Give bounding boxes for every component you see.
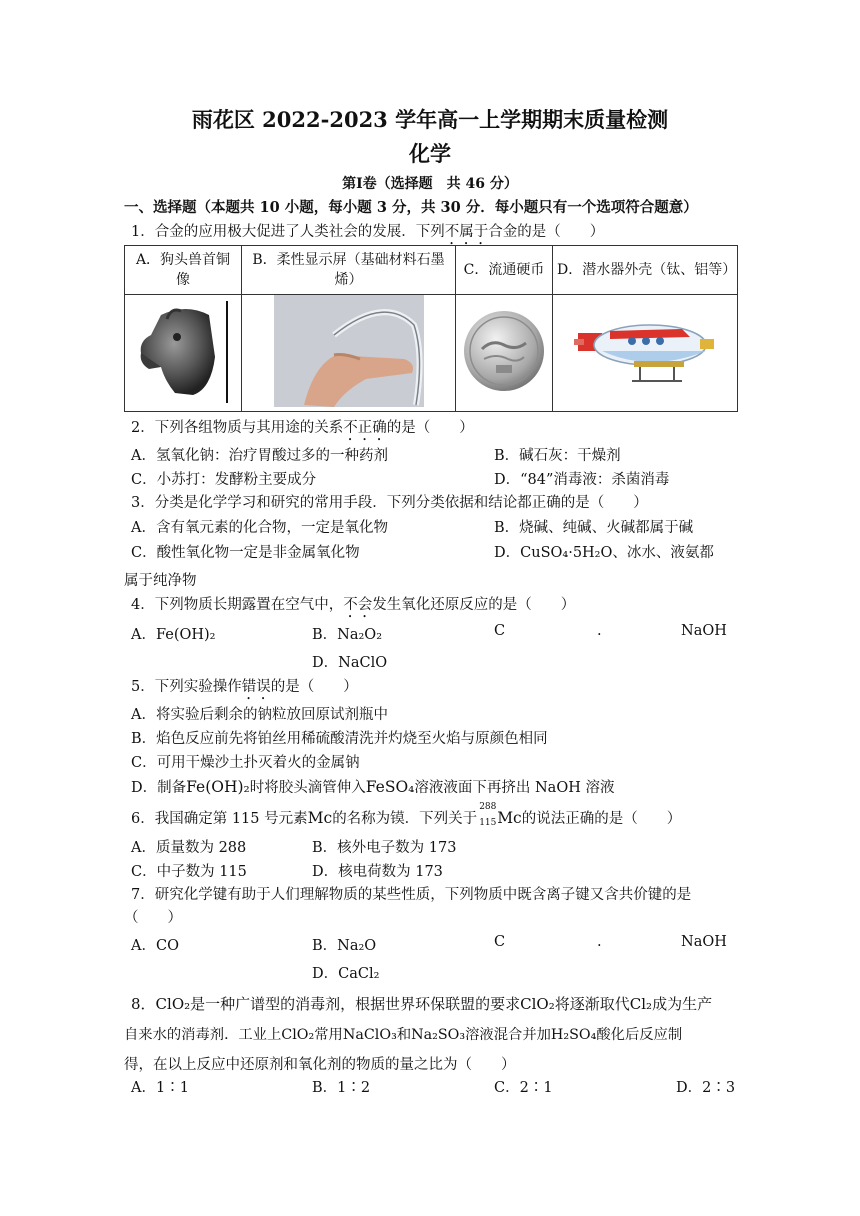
q4-option-c-letter: C xyxy=(494,623,506,639)
q8-option-d: D．2∶3 xyxy=(676,1080,736,1096)
q7-option-c-letter: C xyxy=(494,934,506,950)
q6-option-d: D．核电荷数为 173 xyxy=(312,864,443,880)
q1-image-coin xyxy=(456,295,553,412)
q3-option-a: A．含有氧元素的化合物，一定是氧化物 xyxy=(131,520,388,536)
q1-cell-a: A．狗头兽首铜像 xyxy=(125,246,242,295)
q8-line-2: 自来水的消毒剂．工业上ClO₂常用NaClO₃和Na₂SO₃溶液混合并加H₂SO₄酸化后反应制 xyxy=(124,1027,683,1043)
q1-cell-b: B．柔性显示屏（基础材料石墨烯） xyxy=(242,246,456,295)
q1-cell-c: C．流通硬币 xyxy=(456,246,553,295)
q1-table xyxy=(124,245,738,412)
q3-stem: 3．分类是化学学习和研究的常用手段．下列分类依据和结论都正确的是（ ） xyxy=(131,495,648,511)
q2-stem: 2．下列各组物质与其用途的关系不正确的是（ ） xyxy=(131,420,474,436)
q4-emphasis: 不会 xyxy=(343,597,373,613)
formula: CuSO₄·5H₂O xyxy=(520,545,613,561)
q8-option-c: C．2∶1 xyxy=(494,1080,553,1096)
q3-option-d-continued: 属于纯净物 xyxy=(124,573,197,589)
q2-option-c: C．小苏打：发酵粉主要成分 xyxy=(131,472,317,488)
nuclide-notation: 288 115 xyxy=(479,802,497,828)
q8-line-3: 得，在以上反应中还原剂和氧化剂的物质的量之比为（ ） xyxy=(124,1057,516,1073)
q2-option-b: B．碱石灰：干燥剂 xyxy=(494,448,621,464)
q5-option-a: A．将实验后剩余的钠粒放回原试剂瓶中 xyxy=(131,707,388,723)
q1-image-dog-head xyxy=(125,295,242,412)
q4-option-d: D．NaClO xyxy=(312,655,388,671)
bronze-dog-head-image xyxy=(131,297,235,405)
q6-stem: 6．我国确定第 115 号元素Mc的名称为镆．下列关于 288 115 Mc的说法正确的是（ ） xyxy=(131,802,682,828)
q2-emphasis: 不正确 xyxy=(343,420,387,436)
q6-option-b: B．核外电子数为 173 xyxy=(312,840,457,856)
q8-option-b: B．1∶2 xyxy=(312,1080,371,1096)
q1-image-submersible xyxy=(553,295,738,412)
q5-option-c: C．可用干燥沙土扑灭着火的金属钠 xyxy=(131,755,360,771)
q1-emphasis: 不属于 xyxy=(444,224,489,240)
q5-emphasis: 错误 xyxy=(241,679,271,695)
q4-stem: 4．下列物质长期露置在空气中，不会发生氧化还原反应的是（ ） xyxy=(131,597,576,613)
q1-stem: 1．合金的应用极大促进了人类社会的发展．下列不属于合金的是（ ） xyxy=(131,224,605,240)
subject-title: 化学 xyxy=(409,141,451,166)
q2-option-a: A．氢氧化钠：治疗胃酸过多的一种药剂 xyxy=(131,448,388,464)
q7-stem-continued: （ ） xyxy=(124,910,182,926)
q7-option-c-formula: NaOH xyxy=(681,934,727,950)
q3-option-c: C．酸性氧化物一定是非金属氧化物 xyxy=(131,545,360,561)
q1-image-flexible-display xyxy=(242,295,456,412)
q4-option-a: A．Fe(OH)₂ xyxy=(131,627,216,643)
exam-title: 雨花区 2022-2023 学年高一上学期期末质量检测 xyxy=(191,107,669,132)
q1-cell-d: D．潜水器外壳（钛、铝等） xyxy=(553,246,738,295)
q2-option-d: D．“84”消毒液：杀菌消毒 xyxy=(494,472,670,488)
q4-option-b: B．Na₂O₂ xyxy=(312,627,383,643)
section-heading: 一、选择题（本题共 10 小题，每小题 3 分，共 30 分．每小题只有一个选项符合题意） xyxy=(124,199,698,216)
part-heading: 第Ⅰ卷（选择题 共 46 分） xyxy=(342,176,518,192)
q7-option-b: B．Na₂O xyxy=(312,938,377,954)
q7-option-a: A．CO xyxy=(131,938,179,954)
q3-option-d: D．CuSO₄·5H₂O、冰水、液氨都 xyxy=(494,545,714,561)
flexible-screen-image xyxy=(274,295,424,407)
submersible-image xyxy=(570,311,720,391)
q7-option-c-dot: . xyxy=(597,934,602,950)
q8-option-a: A．1∶1 xyxy=(131,1080,189,1096)
q6-option-a: A．质量数为 288 xyxy=(131,840,247,856)
q3-option-b: B．烧碱、纯碱、火碱都属于碱 xyxy=(494,520,694,536)
q8-line-1: 8．ClO₂是一种广谱型的消毒剂，根据世界环保联盟的要求ClO₂将逐渐取代Cl₂成为生产 xyxy=(131,995,713,1013)
q5-stem: 5．下列实验操作错误的是（ ） xyxy=(131,679,358,695)
q4-option-c-dot: . xyxy=(597,623,602,639)
q6-option-c: C．中子数为 115 xyxy=(131,864,247,880)
q4-option-c-formula: NaOH xyxy=(681,623,727,639)
q7-stem: 7．研究化学键有助于人们理解物质的某些性质，下列物质中既含离子键又含共价键的是 xyxy=(131,887,692,903)
q5-option-b: B．焰色反应前先将铂丝用稀硫酸清洗并灼烧至火焰与原颜色相同 xyxy=(131,731,548,747)
coin-image xyxy=(462,309,546,393)
q5-option-d: D．制备Fe(OH)₂时将胶头滴管伸入FeSO₄溶液液面下再挤出 NaOH 溶液 xyxy=(131,778,615,796)
q7-option-d: D．CaCl₂ xyxy=(312,966,380,982)
